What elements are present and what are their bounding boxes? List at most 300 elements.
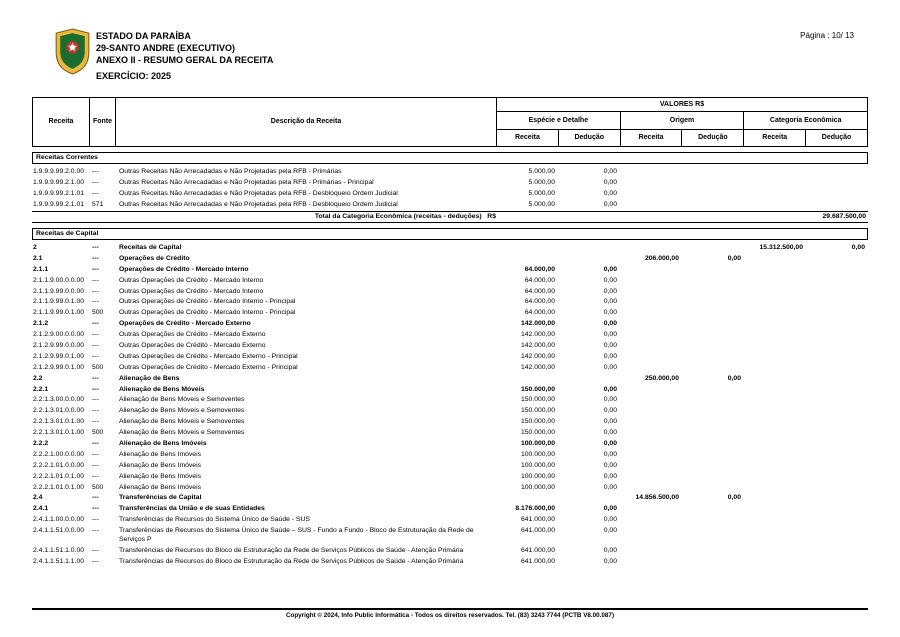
- value-categoria-deducao: [806, 405, 868, 416]
- row-code: 2: [33, 243, 37, 251]
- value-categoria-receita: [744, 427, 806, 438]
- row-code: 2.2: [33, 374, 43, 382]
- value-especie-receita: 100.000,00: [520, 483, 555, 491]
- row-fonte: ---: [92, 298, 99, 306]
- value-categoria-deducao: [806, 350, 868, 361]
- org-name: ESTADO DA PARAÍBA: [96, 31, 191, 41]
- value-origem-receita: [620, 448, 682, 459]
- value-categoria-receita: [744, 481, 806, 492]
- value-categoria-deducao: [806, 274, 868, 285]
- row-values: [496, 459, 868, 470]
- value-categoria-receita: [744, 394, 806, 405]
- value-categoria-receita: [744, 405, 806, 416]
- value-categoria-receita: [744, 459, 806, 470]
- row-description: Outras Receitas Não Arrecadadas e Não Projetadas pela RFB - Desbloqueio Ordem Judicial: [119, 190, 398, 198]
- value-especie-deducao: 0,00: [603, 190, 617, 198]
- row-code: 2.2.1.3.00.0.0.00: [33, 396, 85, 404]
- page-number: Página : 10/ 13: [800, 31, 854, 40]
- row-description: Outras Receitas Não Arrecadadas e Não Projetadas pela RFB - Primárias: [119, 168, 342, 176]
- copyright-text: Copyright © 2024, Info Public Informática - Todos os direitos reservados. Tel. (83) 3243 7744 (PCTB V8.00.087): [285, 612, 615, 619]
- col-group-categoria-economica: Categoria Econômica: [769, 116, 842, 124]
- row-code: 2.2.1.3.01.0.1.00: [33, 429, 85, 437]
- row-fonte: ---: [92, 374, 99, 382]
- value-categoria-deducao: [806, 503, 868, 514]
- value-especie-receita: 150.000,00: [520, 429, 555, 437]
- col-header-receita: Receita: [33, 98, 90, 146]
- row-fonte: 500: [92, 429, 104, 437]
- value-especie-receita: 641.000,00: [520, 516, 555, 524]
- value-origem-deducao: [682, 503, 744, 514]
- value-origem-deducao: 0,00: [727, 374, 741, 382]
- row-fonte: 500: [92, 363, 104, 371]
- table-row: [32, 318, 868, 329]
- value-origem-receita: [620, 514, 682, 525]
- value-especie-deducao: 0,00: [603, 298, 617, 306]
- value-especie-receita: 641.000,00: [520, 527, 555, 535]
- table-row: [32, 492, 868, 503]
- value-categoria-deducao: [806, 318, 868, 329]
- value-especie-receita: 641.000,00: [520, 557, 555, 565]
- value-origem-deducao: [682, 555, 744, 566]
- value-categoria-receita: [744, 166, 806, 177]
- table-row: [32, 372, 868, 383]
- value-especie-receita: [496, 252, 558, 263]
- value-origem-deducao: [682, 329, 744, 340]
- value-categoria-deducao: [806, 448, 868, 459]
- value-categoria-deducao: [806, 514, 868, 525]
- row-code: 2.1.2.9.99.0.1.00: [33, 363, 85, 371]
- row-values: [496, 427, 868, 438]
- value-origem-receita: [620, 416, 682, 427]
- row-fonte: ---: [92, 546, 99, 554]
- value-categoria-deducao: [806, 416, 868, 427]
- value-origem-deducao: [682, 459, 744, 470]
- table-row: [32, 448, 868, 459]
- entity-name: 29-SANTO ANDRE (EXECUTIVO): [96, 43, 236, 53]
- row-values: [496, 188, 868, 199]
- value-especie-receita: [496, 242, 558, 253]
- table-row: [32, 350, 868, 361]
- value-especie-receita: 64.000,00: [524, 276, 555, 284]
- subcol-origem-deducao: Dedução: [682, 130, 744, 146]
- row-code: 2.1.1.9.99.0.0.00: [33, 287, 85, 295]
- row-fonte: ---: [92, 516, 99, 524]
- row-values: [496, 361, 868, 372]
- value-categoria-deducao: [806, 296, 868, 307]
- value-origem-deducao: [682, 394, 744, 405]
- value-categoria-receita: [744, 372, 806, 383]
- value-origem-deducao: [682, 166, 744, 177]
- table-row: [32, 263, 868, 274]
- value-origem-receita: [620, 383, 682, 394]
- col-group-especie-detalhe: Espécie e Detalhe: [497, 112, 621, 129]
- value-categoria-deducao: [806, 263, 868, 274]
- value-origem-deducao: [682, 545, 744, 556]
- row-values: [496, 481, 868, 492]
- value-especie-receita: 100.000,00: [520, 472, 555, 480]
- value-categoria-receita: [744, 296, 806, 307]
- value-categoria-receita: [744, 252, 806, 263]
- value-origem-deducao: [682, 361, 744, 372]
- row-values: [496, 372, 868, 383]
- table-row: [32, 481, 868, 492]
- value-categoria-receita: [744, 318, 806, 329]
- row-code: 2.4: [33, 494, 43, 502]
- row-description: Transferências de Recursos do Bloco de Estruturação da Rede de Serviços Públicos de Saúde - Atenção Primária: [119, 546, 464, 554]
- col-header-valores: VALORES R$: [497, 98, 867, 112]
- table-row: [32, 329, 868, 340]
- value-especie-deducao: 0,00: [603, 418, 617, 426]
- value-categoria-deducao: [806, 555, 868, 566]
- category-total-row: [32, 211, 868, 223]
- value-origem-receita: [620, 525, 682, 545]
- row-description: Operações de Crédito - Mercado Interno: [119, 265, 249, 273]
- row-fonte: ---: [92, 341, 99, 349]
- row-fonte: ---: [92, 557, 99, 565]
- value-especie-deducao: 0,00: [603, 276, 617, 284]
- subcol-origem-receita: Receita: [621, 130, 683, 146]
- value-categoria-deducao: [806, 285, 868, 296]
- row-fonte: ---: [92, 439, 99, 447]
- col-group-origem: Origem: [621, 112, 745, 129]
- row-code: 2.1.1.9.99.0.1.00: [33, 298, 85, 306]
- row-code: 2.2.2: [33, 439, 49, 447]
- row-values: [496, 177, 868, 188]
- value-categoria-deducao: [806, 525, 868, 545]
- row-values: [496, 318, 868, 329]
- row-values: [496, 329, 868, 340]
- table-row: [32, 459, 868, 470]
- row-code: 2.2.2.1.01.0.0.00: [33, 461, 85, 469]
- value-especie-deducao: 0,00: [603, 472, 617, 480]
- row-description: Transferências de Recursos do Bloco de Estruturação da Rede de Serviços Públicos de Saúde - Atenção Primária: [119, 557, 464, 565]
- value-especie-receita: 8.176.000,00: [515, 505, 555, 513]
- value-especie-deducao: 0,00: [603, 527, 617, 535]
- value-origem-receita: [620, 166, 682, 177]
- value-origem-receita: 206.000,00: [644, 254, 679, 262]
- value-categoria-receita: [744, 492, 806, 503]
- table-row: [32, 514, 868, 525]
- table-row: [32, 503, 868, 514]
- value-categoria-receita: [744, 448, 806, 459]
- row-code: 2.2.2.1.01.0.1.00: [33, 483, 85, 491]
- value-especie-receita: 64.000,00: [524, 309, 555, 317]
- row-values: [496, 394, 868, 405]
- row-description: Transferências de Recursos do Sistema Único de Saúde – SUS - Fundo a Fundo - Bloco de Estruturação da Rede de Serviços P: [119, 527, 474, 544]
- value-categoria-deducao: [806, 329, 868, 340]
- row-code: 2.1: [33, 254, 43, 262]
- value-especie-receita: [496, 372, 558, 383]
- row-description: Alienação de Bens Móveis e Semoventes: [119, 429, 245, 437]
- value-especie-deducao: 0,00: [603, 505, 617, 513]
- table-row: [32, 361, 868, 372]
- row-fonte: ---: [92, 331, 99, 339]
- value-origem-deducao: [682, 383, 744, 394]
- row-description: Alienação de Bens Móveis e Semoventes: [119, 396, 245, 404]
- value-especie-receita: 142.000,00: [520, 352, 555, 360]
- row-fonte: ---: [92, 494, 99, 502]
- value-categoria-deducao: [806, 470, 868, 481]
- row-fonte: ---: [92, 287, 99, 295]
- col-header-descricao: Descrição da Receita: [116, 98, 497, 146]
- value-categoria-receita: [744, 545, 806, 556]
- row-code: 2.1.2.9.99.0.1.00: [33, 352, 85, 360]
- row-fonte: 500: [92, 483, 104, 491]
- value-especie-deducao: 0,00: [603, 168, 617, 176]
- row-code: 2.1.2: [33, 320, 49, 328]
- value-origem-receita: [620, 545, 682, 556]
- value-origem-deducao: [682, 416, 744, 427]
- value-categoria-deducao: [806, 199, 868, 210]
- row-code: 2.2.1: [33, 385, 49, 393]
- row-values: [496, 555, 868, 566]
- header-title-block: [96, 30, 273, 82]
- value-especie-deducao: 0,00: [603, 265, 617, 273]
- section-header: Receitas Correntes: [32, 152, 868, 164]
- row-values: [496, 166, 868, 177]
- row-code: 1.9.9.9.99.2.0.00: [33, 168, 85, 176]
- table-body: [32, 152, 868, 566]
- table-row: [32, 242, 868, 253]
- row-values: [496, 448, 868, 459]
- row-code: 2.1.2.9.99.0.0.00: [33, 341, 85, 349]
- value-categoria-deducao: [806, 492, 868, 503]
- value-especie-receita: 100.000,00: [520, 439, 555, 447]
- row-fonte: ---: [92, 320, 99, 328]
- value-especie-deducao: 0,00: [603, 179, 617, 187]
- value-especie-deducao: 0,00: [603, 363, 617, 371]
- row-code: 1.9.9.9.99.2.1.00: [33, 179, 85, 187]
- value-origem-receita: [620, 350, 682, 361]
- subcol-especie-receita: Receita: [497, 130, 559, 146]
- exercise-year: EXERCÍCIO: 2025: [96, 71, 172, 81]
- value-origem-receita: [620, 481, 682, 492]
- value-origem-deducao: [682, 427, 744, 438]
- row-values: [496, 525, 868, 545]
- row-values: [496, 350, 868, 361]
- subcol-categoria-receita: Receita: [744, 130, 806, 146]
- value-origem-receita: [620, 199, 682, 210]
- table-row: [32, 545, 868, 556]
- value-categoria-receita: [744, 438, 806, 449]
- value-categoria-receita: [744, 177, 806, 188]
- row-description: Transferências da União e de suas Entidades: [119, 505, 265, 513]
- value-especie-deducao: 0,00: [603, 287, 617, 295]
- row-fonte: ---: [92, 179, 99, 187]
- value-especie-receita: 5.000,00: [528, 168, 555, 176]
- value-origem-deducao: [682, 177, 744, 188]
- row-code: 2.4.1.1.51.1.1.00: [33, 557, 85, 565]
- row-values: [496, 285, 868, 296]
- value-origem-receita: [620, 242, 682, 253]
- value-categoria-receita: [744, 525, 806, 545]
- row-fonte: ---: [92, 505, 99, 513]
- value-origem-receita: [620, 503, 682, 514]
- value-especie-receita: [496, 492, 558, 503]
- value-origem-receita: [620, 329, 682, 340]
- value-especie-deducao: [558, 492, 620, 503]
- row-code: 2.1.2.9.00.0.0.00: [33, 331, 85, 339]
- value-origem-receita: [620, 307, 682, 318]
- value-categoria-deducao: [806, 545, 868, 556]
- row-description: Alienação de Bens Imóveis: [119, 461, 201, 469]
- value-especie-receita: 150.000,00: [520, 418, 555, 426]
- row-description: Alienação de Bens Imóveis: [119, 439, 207, 447]
- value-origem-deducao: [682, 514, 744, 525]
- value-categoria-receita: [744, 503, 806, 514]
- row-description: Outras Operações de Crédito - Mercado Externo - Principal: [119, 352, 298, 360]
- row-code: 1.9.9.9.99.2.1.01: [33, 190, 85, 198]
- total-label: Total da Categoria Econômica (receitas - deduções) R$: [314, 212, 496, 220]
- value-categoria-receita: [744, 188, 806, 199]
- value-categoria-deducao: [806, 383, 868, 394]
- row-fonte: ---: [92, 450, 99, 458]
- value-especie-receita: 150.000,00: [520, 385, 555, 393]
- row-fonte: ---: [92, 352, 99, 360]
- row-code: 2.4.1.1.51.0.0.00: [33, 527, 85, 535]
- row-values: [496, 242, 868, 253]
- value-origem-receita: [620, 340, 682, 351]
- value-categoria-receita: [744, 307, 806, 318]
- row-description: Transferências de Capital: [119, 494, 202, 502]
- row-description: Alienação de Bens Móveis e Semoventes: [119, 418, 245, 426]
- section-header: Receitas de Capital: [32, 228, 868, 240]
- value-categoria-deducao: [806, 438, 868, 449]
- value-especie-receita: 142.000,00: [520, 341, 555, 349]
- value-especie-receita: 641.000,00: [520, 546, 555, 554]
- row-description: Outras Operações de Crédito - Mercado Interno: [119, 287, 264, 295]
- row-description: Operações de Crédito - Mercado Externo: [119, 320, 251, 328]
- row-fonte: ---: [92, 407, 99, 415]
- row-description: Alienação de Bens Móveis: [119, 385, 205, 393]
- table-row: [32, 252, 868, 263]
- row-code: 2.4.1: [33, 505, 49, 513]
- table-row: [32, 405, 868, 416]
- value-origem-deducao: [682, 448, 744, 459]
- value-categoria-deducao: [806, 427, 868, 438]
- value-origem-deducao: [682, 318, 744, 329]
- table-row: [32, 188, 868, 199]
- value-origem-deducao: 0,00: [727, 494, 741, 502]
- table-row: [32, 438, 868, 449]
- table-row: [32, 307, 868, 318]
- value-categoria-deducao: [806, 188, 868, 199]
- value-especie-deducao: 0,00: [603, 396, 617, 404]
- row-code: 2.4.1.1.00.0.0.00: [33, 516, 85, 524]
- value-especie-receita: 64.000,00: [524, 265, 555, 273]
- row-code: 1.9.9.9.99.2.1.01: [33, 201, 85, 209]
- value-especie-deducao: 0,00: [603, 461, 617, 469]
- value-categoria-receita: [744, 340, 806, 351]
- value-categoria-deducao: [806, 459, 868, 470]
- row-code: 2.1.1.9.99.0.1.00: [33, 309, 85, 317]
- row-values: [496, 252, 868, 263]
- value-group-row: [497, 112, 867, 130]
- value-origem-receita: [620, 427, 682, 438]
- value-sub-row: [497, 130, 867, 146]
- table-row: [32, 285, 868, 296]
- value-categoria-receita: [744, 416, 806, 427]
- value-origem-receita: [620, 177, 682, 188]
- value-origem-deducao: [682, 199, 744, 210]
- value-especie-receita: 142.000,00: [520, 363, 555, 371]
- row-values: [496, 405, 868, 416]
- row-fonte: 571: [92, 201, 104, 209]
- value-origem-receita: [620, 470, 682, 481]
- value-especie-deducao: 0,00: [603, 320, 617, 328]
- report-footer: [32, 608, 868, 619]
- value-especie-deducao: 0,00: [603, 407, 617, 415]
- value-origem-receita: [620, 263, 682, 274]
- value-origem-deducao: [682, 340, 744, 351]
- row-fonte: ---: [92, 265, 99, 273]
- value-categoria-deducao: [806, 481, 868, 492]
- value-origem-receita: [620, 394, 682, 405]
- value-especie-deducao: 0,00: [603, 352, 617, 360]
- row-code: 2.2.1.3.01.0.0.00: [33, 407, 85, 415]
- coat-of-arms-logo: [54, 28, 91, 75]
- row-fonte: ---: [92, 418, 99, 426]
- value-categoria-deducao: [806, 166, 868, 177]
- value-origem-deducao: [682, 481, 744, 492]
- value-origem-receita: 14.856.500,00: [635, 494, 679, 502]
- value-categoria-receita: [744, 199, 806, 210]
- row-values: [496, 503, 868, 514]
- value-especie-deducao: 0,00: [603, 516, 617, 524]
- row-description: Alienação de Bens Imóveis: [119, 472, 201, 480]
- row-values: [496, 263, 868, 274]
- value-categoria-receita: [744, 329, 806, 340]
- row-fonte: ---: [92, 396, 99, 404]
- row-fonte: ---: [92, 190, 99, 198]
- value-especie-deducao: [558, 372, 620, 383]
- table-row: [32, 199, 868, 210]
- value-especie-deducao: 0,00: [603, 385, 617, 393]
- row-fonte: ---: [92, 472, 99, 480]
- value-especie-deducao: 0,00: [603, 309, 617, 317]
- value-especie-receita: 5.000,00: [528, 190, 555, 198]
- value-categoria-deducao: [806, 340, 868, 351]
- value-categoria-receita: [744, 274, 806, 285]
- row-fonte: ---: [92, 461, 99, 469]
- value-categoria-receita: [744, 350, 806, 361]
- value-especie-deducao: 0,00: [603, 341, 617, 349]
- row-fonte: ---: [92, 243, 99, 251]
- row-description: Outras Operações de Crédito - Mercado Externo - Principal: [119, 363, 298, 371]
- row-values: [496, 274, 868, 285]
- value-categoria-receita: 15.312.500,00: [759, 243, 803, 251]
- value-origem-receita: [620, 274, 682, 285]
- table-row: [32, 555, 868, 566]
- value-origem-receita: [620, 285, 682, 296]
- subcol-especie-deducao: Dedução: [559, 130, 621, 146]
- value-origem-receita: [620, 438, 682, 449]
- value-especie-receita: 150.000,00: [520, 407, 555, 415]
- value-especie-deducao: 0,00: [603, 429, 617, 437]
- values-header-group: [497, 98, 867, 146]
- table-row: [32, 340, 868, 351]
- value-categoria-receita: [744, 555, 806, 566]
- value-especie-receita: 142.000,00: [520, 320, 555, 328]
- value-origem-deducao: [682, 405, 744, 416]
- value-especie-deducao: 0,00: [603, 201, 617, 209]
- row-description: Outras Operações de Crédito - Mercado Interno - Principal: [119, 298, 296, 306]
- value-especie-receita: 5.000,00: [528, 179, 555, 187]
- value-origem-deducao: [682, 307, 744, 318]
- value-categoria-deducao: [806, 307, 868, 318]
- table-header: [32, 97, 868, 147]
- value-categoria-receita: [744, 470, 806, 481]
